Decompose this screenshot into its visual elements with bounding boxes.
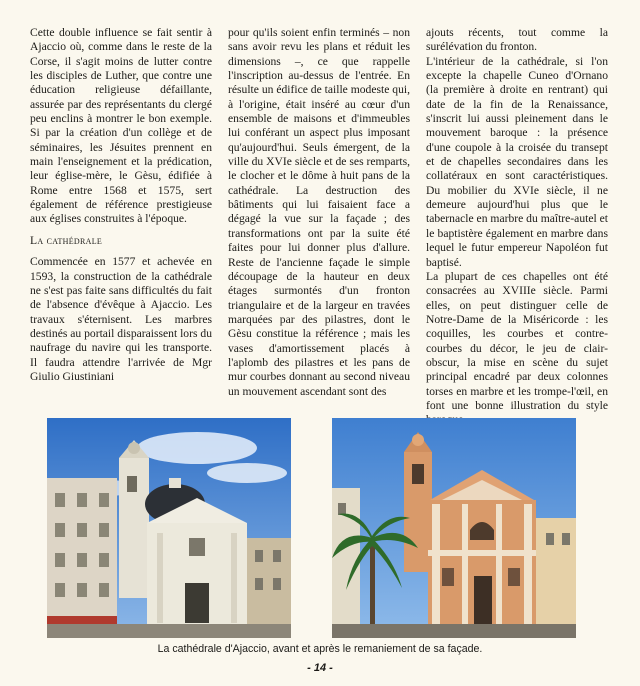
cathedral-after-photo	[332, 418, 576, 638]
section-heading: La cathédrale	[30, 233, 103, 247]
paragraph: Commencée en 1577 et achevée en 1593, la construction de la cathédrale ne s'est pas faite sans difficultés du fait de l'absence d'évêque à Ajaccio. Les travaux s'éternisent. Les marbres destinés au portail disparaissent lors du naufrage du navire qui les transporte. Il faudra attendre l'arrivée de Mgr Giulio Giustiniani	[30, 255, 212, 383]
figure-caption: La cathédrale d'Ajaccio, avant et après le remaniement de sa façade.	[157, 643, 483, 655]
paragraph: La plupart de ces chapelles ont été consacrées au XVIIIe siècle. Parmi elles, on peut distinguer celle de Notre-Dame de la Miséricorde : les coquilles, les courbes et contre-courbes du décor, le jeu de clair-obscur, la mise en scène du sujet principal encadré par deux colonnes torses en marbre et les trompe-l'œil, en font une bonne illustration du style	[426, 269, 608, 412]
text-column-1	[30, 26, 212, 384]
paragraph: ajouts récents, tout comme la surélévation du fronton.	[426, 26, 608, 54]
text-column-3	[426, 26, 608, 428]
text-column-2	[228, 26, 410, 399]
paragraph: Cette double influence se fait sentir à Ajaccio où, comme dans le reste de la Corse, il s'agit moins de lutter contre les disciples de Luther, que contre une éducation religieuse défaillante, assurée par des représentants du clergé peu enclins à montrer le bon exemple. Si par la création d'un collège et de séminaires, les Jésuites prennent en main l'enseignement et la prédication, leur église-mère, le Gèsu, édifiée à Rome entre 1568 et 1575, sert également de référence prestigieuse aux églises construites à l'époque.	[30, 26, 212, 226]
paragraph: pour qu'ils soient enfin terminés – non sans avoir revu les plans et réduit les dimensions –, ce que rappelle l'inscription au-dessus de l'entrée. En résulte un édifice de taille modeste qui, à l'origine, était inséré au cœur d'un ensemble de maisons et d'immeubles lui conférant un aspect plus imposant qu'aujourd'hui. Seuls émergent, de la ville du XVIe siècle et de ses remparts, le clocher et le dôme à huit pans de la cathédrale. La destruction des bâtiments qui lui faisaient face a dégagé la vue sur la façade ; des transformations ont par la suite été faites pour lui donner plus d'allure. Reste de l'ancienne façade le simple découpage de la hauteur en deux étages surmontés d'un fronton triangulaire et de la largeur en travées marquées par des pilastres, dont le Gèsu constitue la référence ; mais les vases d'amortissement placés à l'aplomb des pilastres et les pans de mur courbes donnant au second niveau un mouvement ascendant sont des	[228, 26, 410, 398]
paragraph: L'intérieur de la cathédrale, si l'on excepte la chapelle Cuneo d'Ornano (la première à droite en rentrant) qui date de la fin de la Renaissance, s'inscrit lui aussi pleinement dans le mouvement baroque : la présence d'une coupole à la croisée du transept et de chapelles secondaires dans les collatéraux en sont caractéristiques. Du mobilier du XVIe siècle, il ne demeure aujourd'hui plus que le tabernacle en marbre du maître-autel et le baptistère également en marbre dans lequel le futur empereur Napoléon fut baptisé.	[426, 54, 608, 269]
page-number: - 14 -	[307, 662, 333, 674]
cathedral-before-photo	[47, 418, 291, 638]
